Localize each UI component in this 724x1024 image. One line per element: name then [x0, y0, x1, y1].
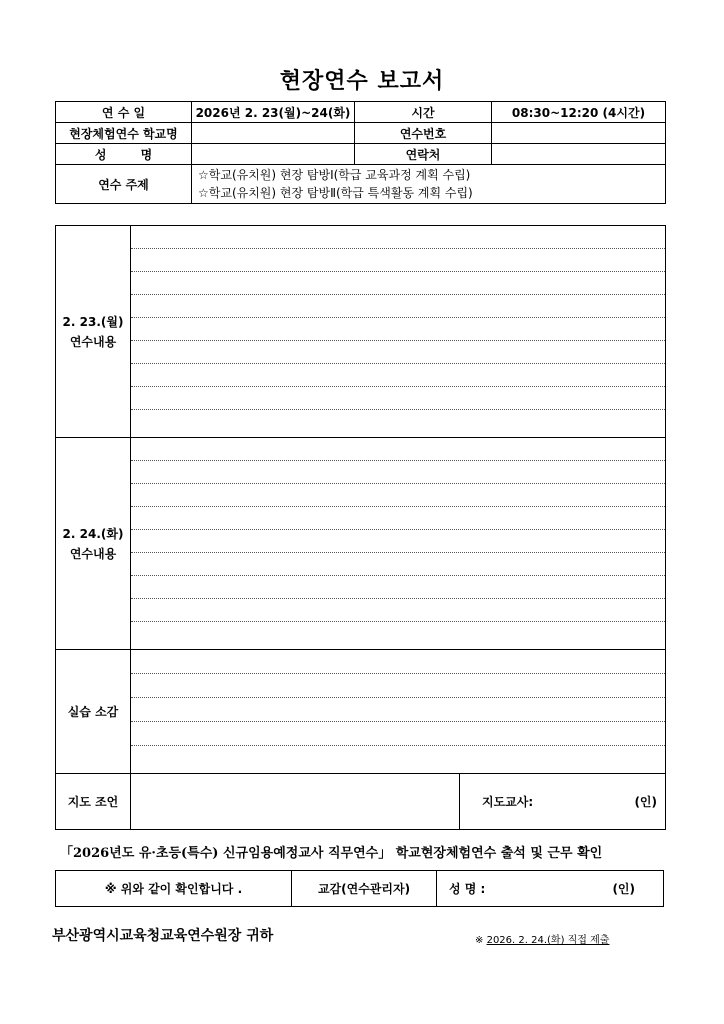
day1-date: 2. 23.(월) — [62, 314, 124, 329]
note-mark: ※ — [475, 935, 484, 946]
time-value: 08:30~12:20 (4시간) — [492, 102, 666, 123]
day2-date: 2. 24.(화) — [62, 526, 124, 541]
advice-content[interactable] — [131, 774, 460, 830]
report-table — [55, 225, 666, 830]
reflection-content[interactable] — [131, 650, 666, 774]
addressee: 부산광역시교육청교육연수원장 귀하 — [52, 928, 274, 944]
number-label: 연수번호 — [355, 123, 492, 144]
day1-lines — [131, 226, 665, 437]
reflection-lines — [131, 650, 665, 773]
page-title: 현장연수 보고서 — [279, 69, 445, 94]
topic-label: 연수 주제 — [56, 165, 192, 204]
mentor-label: 지도교사: — [482, 795, 534, 809]
confirm-statement: ※ 위와 같이 확인합니다 . — [56, 871, 292, 907]
number-field[interactable] — [492, 123, 666, 144]
contact-field[interactable] — [492, 144, 666, 165]
name-label: 성 명 — [56, 144, 192, 165]
day2-content[interactable] — [131, 438, 666, 650]
name-field[interactable] — [192, 144, 355, 165]
advice-label: 지도 조언 — [56, 774, 131, 830]
confirm-seal: (인) — [612, 882, 635, 896]
contact-label: 연락처 — [355, 144, 492, 165]
mentor-seal: (인) — [634, 795, 657, 809]
mentor-cell — [460, 774, 666, 830]
reflection-label: 실습 소감 — [56, 650, 131, 774]
day2-label-cell — [56, 438, 131, 650]
topic-item-2: ☆학교(유치원) 현장 탐방Ⅱ(학급 특색활동 계획 수립) — [198, 186, 473, 200]
info-table — [55, 101, 666, 204]
confirm-signature-cell[interactable] — [437, 871, 664, 907]
confirm-table — [55, 870, 664, 907]
attendance-confirm-title: 「2026년도 유·초등(특수) 신규임용예정교사 직무연수」 학교현장체험연수 출석 및 근무 확인 — [60, 846, 603, 861]
school-label: 현장체험연수 학교명 — [56, 123, 192, 144]
day1-label: 연수내용 — [69, 334, 117, 349]
day1-label-cell — [56, 226, 131, 438]
confirm-name-label: 성 명 : — [449, 882, 486, 896]
school-field[interactable] — [192, 123, 355, 144]
day1-content[interactable] — [131, 226, 666, 438]
day2-lines — [131, 438, 665, 649]
period-value: 2026년 2. 23(월)~24(화) — [192, 102, 355, 123]
day2-label: 연수내용 — [69, 546, 117, 561]
topic-item-1: ☆학교(유치원) 현장 탐방Ⅰ(학급 교육과정 계획 수립) — [198, 168, 471, 182]
submission-note — [475, 931, 609, 946]
period-label: 연 수 일 — [56, 102, 192, 123]
confirm-role: 교감(연수관리자) — [292, 871, 437, 907]
topic-cell — [192, 165, 666, 204]
note-text: 2026. 2. 24.(화) 직접 제출 — [486, 935, 610, 946]
time-label: 시간 — [355, 102, 492, 123]
